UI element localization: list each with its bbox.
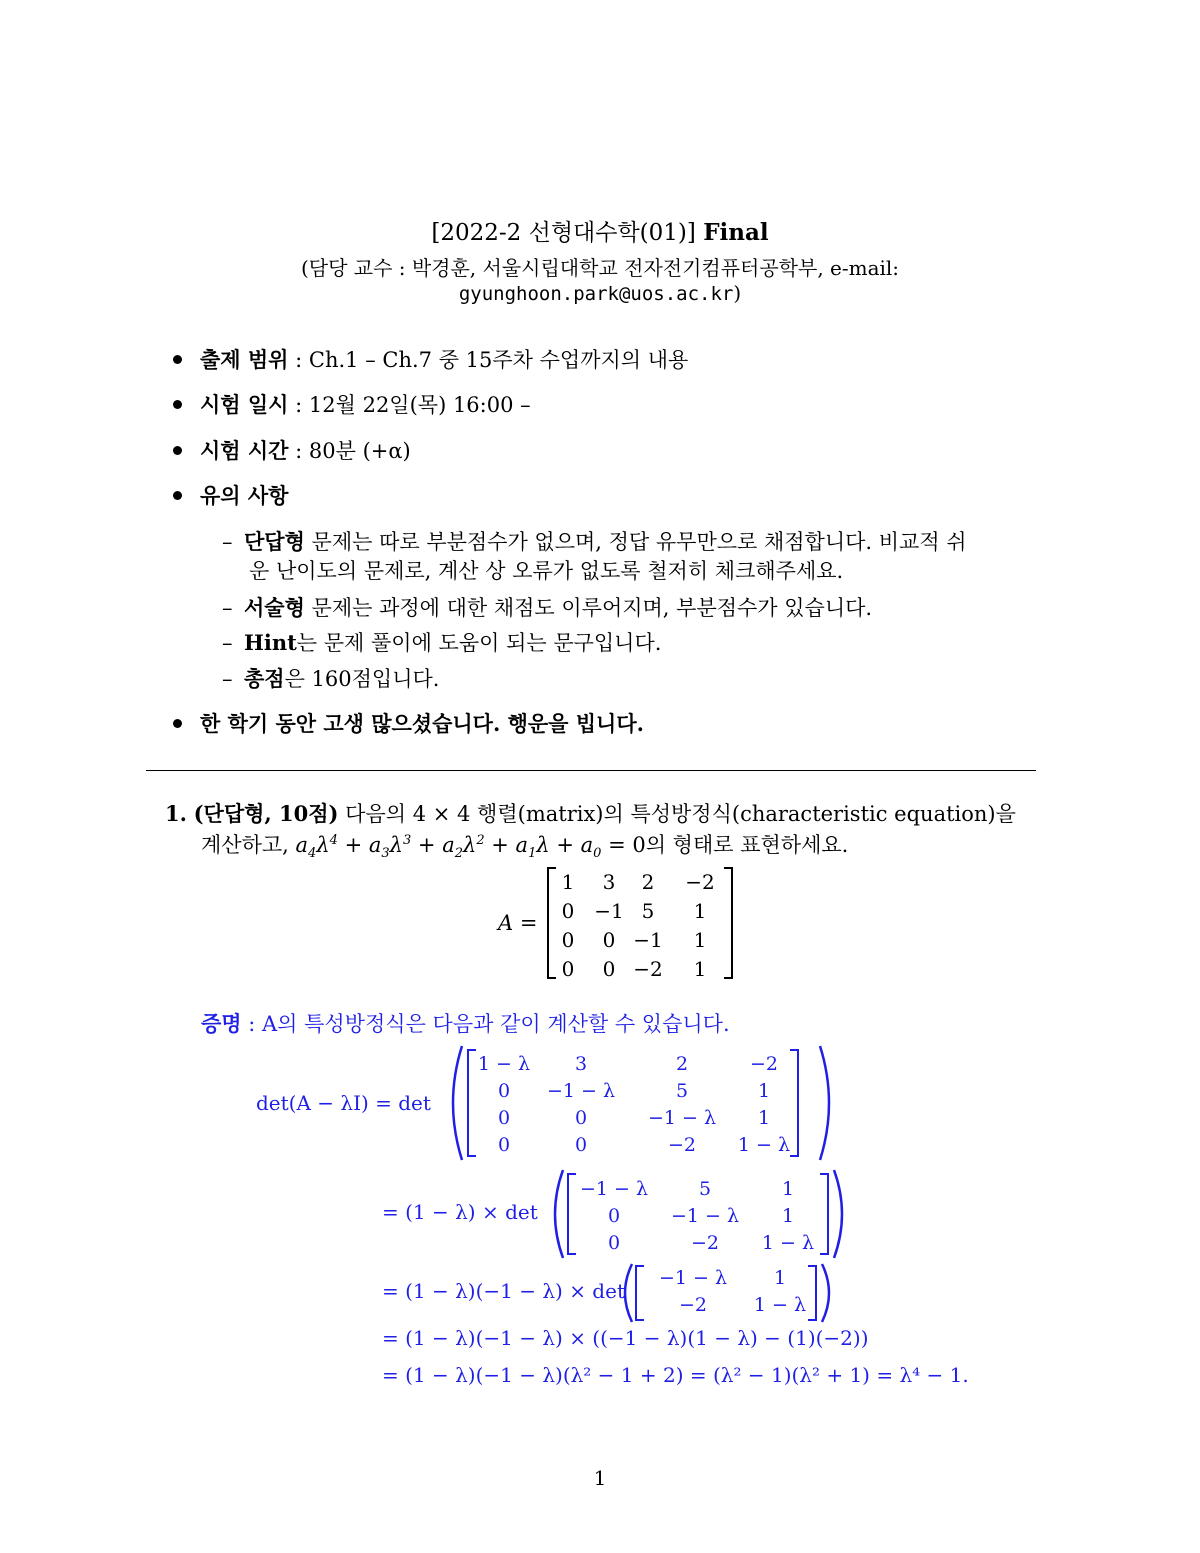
matrix-a-cell: 0 (602, 928, 616, 952)
note-essay: – 서술형 문제는 과정에 대한 채점도 이루어지며, 부분점수가 있습니다. (222, 595, 873, 620)
proof-step-2 (376, 1166, 876, 1262)
matrix-a-cell: −2 (685, 870, 715, 894)
bullet-icon (173, 719, 182, 728)
matrix-3x3-cell: 1 (781, 1178, 795, 1200)
matrix-a-cell: 1 (693, 899, 707, 923)
matrix-label: A = (498, 911, 538, 935)
note-short-answer-cont: 운 난이도의 문제로, 계산 상 오류가 없도록 철저히 체크해주세요. (249, 559, 844, 583)
matrix-4x4-cell: −2 (667, 1134, 697, 1156)
dash-icon: – (222, 596, 233, 620)
matrix-4x4-cell: 1 − λ (477, 1053, 531, 1075)
polynomial-form: $a_4\lambda^4 + a_3\lambda^3 + a_2\lambda^2 + a_1\lambda + a_0$ (295, 833, 602, 862)
matrix-a-cell: 1 (561, 870, 575, 894)
matrix-4x4-cell: 0 (497, 1134, 511, 1156)
matrix-3x3-cell: 1 − λ (761, 1232, 815, 1254)
proof-step-1 (250, 1040, 870, 1166)
right-bracket (724, 868, 732, 978)
matrix-3x3-cell: 5 (698, 1178, 712, 1200)
info-scope: 출제 범위 : Ch.1 – Ch.7 중 15주차 수업까지의 내용 (173, 344, 688, 374)
matrix-4x4-cell: 0 (497, 1080, 511, 1102)
left-bracket (548, 868, 556, 978)
matrix-4x4-cell: −2 (749, 1053, 779, 1075)
matrix-4x4-cell: 0 (497, 1107, 511, 1129)
matrix-3x3-cell: −2 (690, 1232, 720, 1254)
proof-intro: 증명 : A의 특성방정식은 다음과 같이 계산할 수 있습니다. (201, 1011, 730, 1036)
matrix-a-cell: 0 (561, 899, 575, 923)
matrix-a-cell: 3 (602, 870, 616, 894)
problem-1-statement-cont: 계산하고, $a_4\lambda^4 + a_3\lambda^3 + a_2\lambda^2 + a_1\lambda + a_0 = 0$의 형태로 표현하세요. (201, 833, 849, 862)
note-total: – 총점은 160점입니다. (222, 666, 440, 691)
bullet-icon (173, 355, 182, 364)
matrix-4x4-cell: −1 − λ (546, 1080, 616, 1102)
matrix-a-cell: 1 (693, 957, 707, 981)
dash-icon: – (222, 631, 233, 655)
page-number: 1 (593, 1466, 607, 1490)
matrix-4x4-cell: 0 (574, 1134, 588, 1156)
bullet-icon (173, 400, 182, 409)
matrix-2x2-cell: −2 (678, 1294, 708, 1316)
matrix-a-cell: 2 (641, 870, 655, 894)
matrix-3x3-cell: 0 (607, 1232, 621, 1254)
matrix-a-cell: 0 (561, 928, 575, 952)
exam-name: Final (703, 219, 769, 246)
problem-1-statement: 1. (단답형, 10점) 다음의 4 × 4 행렬(matrix)의 특성방정식(characteristic equation)을 (165, 801, 1016, 826)
proof-step-4: = (1 − λ)(−1 − λ) × ((−1 − λ)(1 − λ) − (1)(−2)) (382, 1326, 869, 1350)
matrix-4x4-cell: 3 (574, 1053, 588, 1075)
matrix-4x4-cell: −1 − λ (647, 1107, 717, 1129)
matrix-a-cell: 1 (693, 928, 707, 952)
matrix-a-cell: 5 (641, 899, 655, 923)
note-hint: – Hint는 문제 풀이에 도움이 되는 문구입니다. (222, 630, 662, 655)
matrix-a-cell: 0 (561, 957, 575, 981)
email-line: gyunghoon.park@uos.ac.kr) (458, 281, 742, 305)
svg-text:= (1 − λ) × det: = (1 − λ) × det (382, 1200, 538, 1224)
exam-title (0, 214, 1200, 247)
matrix-a-cell: 0 (602, 957, 616, 981)
matrix-2x2-cell: −1 − λ (658, 1267, 728, 1289)
proof-step-3 (376, 1260, 856, 1326)
matrix-2x2-cell: 1 − λ (753, 1294, 807, 1316)
matrix-4x4-cell: 1 (757, 1080, 771, 1102)
matrix-4x4-cell: 2 (675, 1053, 689, 1075)
matrix-3x3-cell: −1 − λ (670, 1205, 740, 1227)
matrix-4x4-cell: 0 (574, 1107, 588, 1129)
svg-text:det(A − λI) = det: det(A − λI) = det (256, 1091, 431, 1115)
proof-step-5: = (1 − λ)(−1 − λ)(λ² − 1 + 2) = (λ² − 1)(λ² + 1) = λ⁴ − 1. (382, 1363, 969, 1387)
info-date: 시험 일시 : 12월 22일(목) 16:00 – (173, 389, 531, 419)
closing-message: 한 학기 동안 고생 많으셨습니다. 행운을 빕니다. (173, 708, 644, 738)
svg-text:= (1 − λ)(−1 − λ) × det: = (1 − λ)(−1 − λ) × det (382, 1279, 625, 1303)
bullet-icon (173, 446, 182, 455)
matrix-a (490, 862, 750, 984)
bullet-icon (173, 491, 182, 500)
course-title: [2022-2 선형대수학(01)] (431, 220, 696, 246)
matrix-a-cell: −2 (633, 957, 663, 981)
matrix-3x3-cell: 1 (781, 1205, 795, 1227)
email-address[interactable]: gyunghoon.park@uos.ac.kr (458, 283, 734, 305)
instructor-line: (담당 교수 : 박경훈, 서울시립대학교 전자전기컴퓨터공학부, e-mail: (300, 256, 900, 280)
section-divider (146, 770, 1036, 771)
matrix-a-cell: −1 (594, 899, 624, 923)
matrix-2x2-cell: 1 (773, 1267, 787, 1289)
matrix-a-cell: −1 (633, 928, 663, 952)
matrix-3x3-cell: −1 − λ (579, 1178, 649, 1200)
matrix-4x4-cell: 1 − λ (737, 1134, 791, 1156)
dash-icon: – (222, 667, 233, 691)
info-notes: 유의 사항 (173, 480, 288, 510)
info-duration: 시험 시간 : 80분 (+α) (173, 435, 411, 465)
matrix-3x3-cell: 0 (607, 1205, 621, 1227)
note-short-answer: – 단답형 문제는 따로 부분점수가 없으며, 정답 유무만으로 채점합니다. 비교적 쉬 (222, 529, 967, 554)
dash-icon: – (222, 530, 233, 554)
matrix-4x4-cell: 1 (757, 1107, 771, 1129)
matrix-4x4-cell: 5 (675, 1080, 689, 1102)
